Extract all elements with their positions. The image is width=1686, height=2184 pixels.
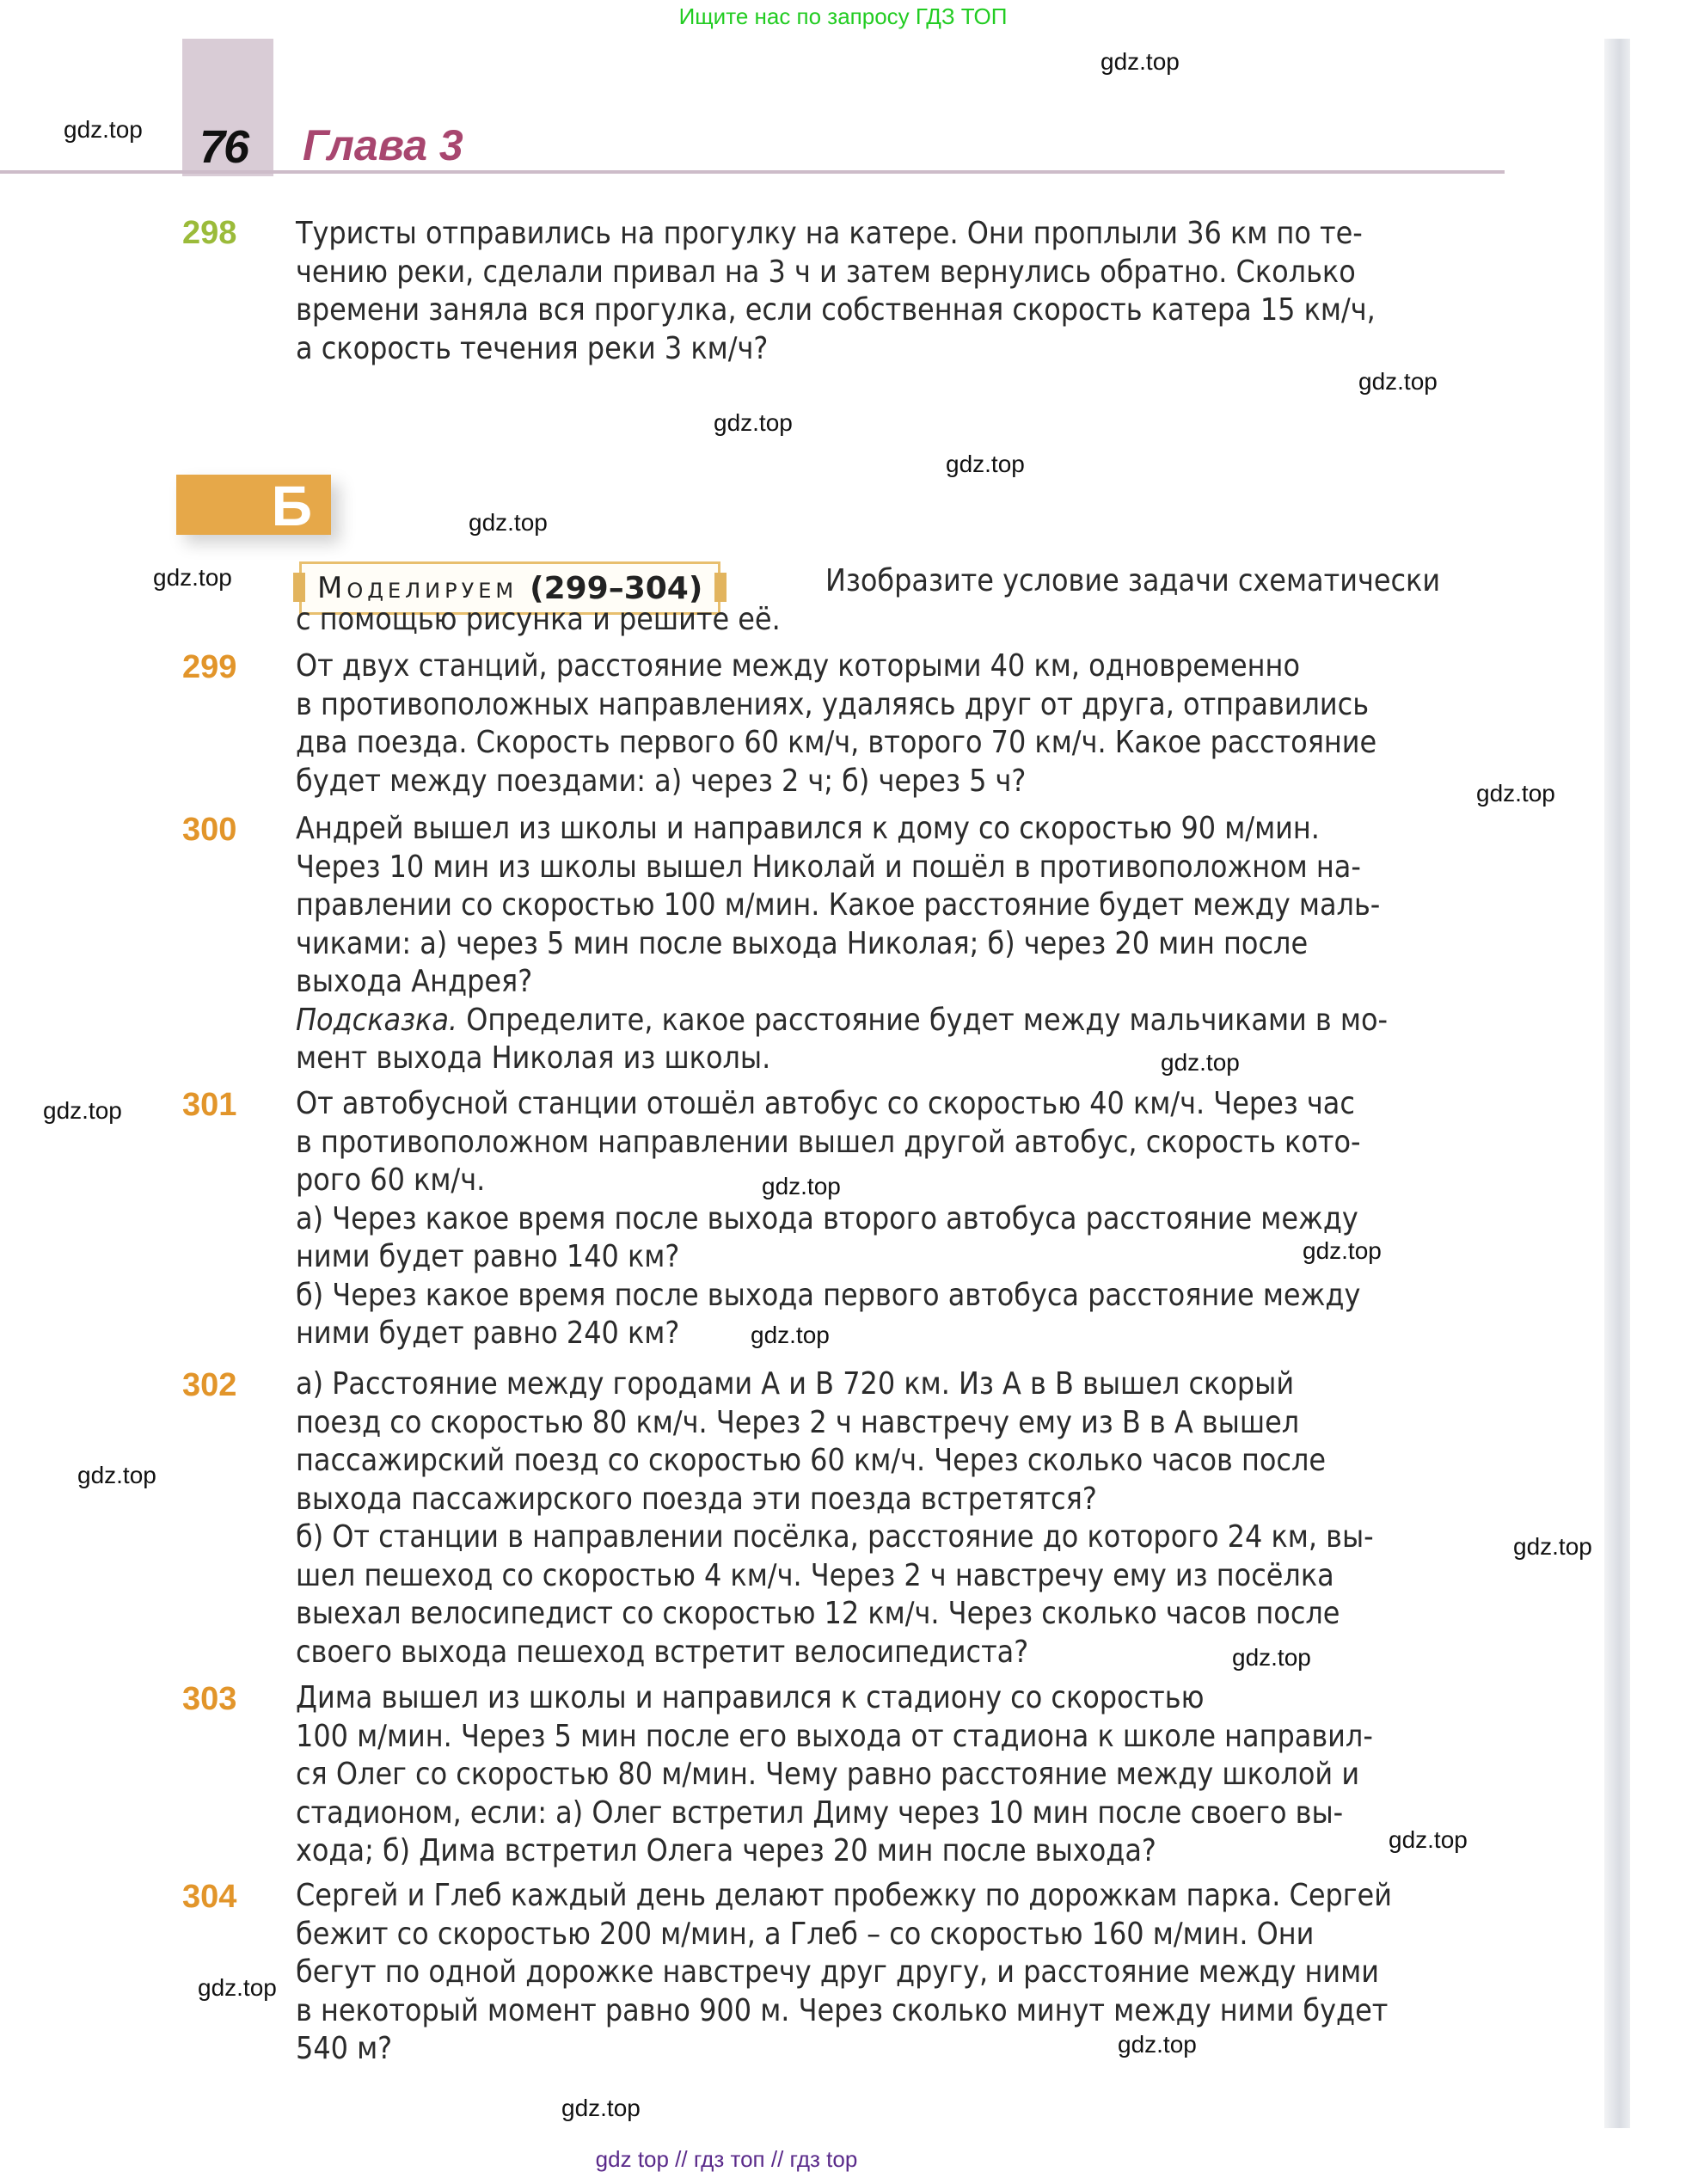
text-line: бежит со скоростью 200 м/мин, а Глеб – со скоростью 160 м/мин. Они — [296, 1916, 1315, 1952]
text-line: правлении со скоростью 100 м/мин. Какое расстояние будет между маль- — [296, 887, 1381, 923]
instruction-line: Изобразите условие задачи схематически — [825, 563, 1441, 598]
task-number-298: 298 — [182, 215, 237, 251]
watermark-text: gdz.top — [198, 1974, 277, 2001]
text-line: а) Через какое время после выхода второго автобуса расстояние между — [296, 1200, 1358, 1236]
watermark-text: gdz.top — [77, 1462, 156, 1488]
text-line: выехал велосипедист со скоростью 12 км/ч. Через сколько часов после — [296, 1596, 1340, 1631]
text-line: Через 10 мин из школы вышел Николай и пошёл в противоположном на- — [296, 849, 1361, 885]
text-line: выхода пассажирского поезда эти поезда встретятся? — [296, 1481, 1097, 1517]
text-line: Туристы отправились на прогулку на катере. Они проплыли 36 км по те- — [296, 216, 1363, 251]
watermark-text: gdz.top — [1389, 1826, 1468, 1853]
text-line: б) Через какое время после выхода первого автобуса расстояние между — [296, 1277, 1361, 1313]
top-banner: Ищите нас по запросу ГДЗ ТОП — [678, 3, 1008, 29]
watermark-text: gdz.top — [1513, 1533, 1592, 1560]
watermark-text: gdz.top — [1303, 1237, 1382, 1264]
watermark-text: gdz.top — [153, 564, 232, 591]
text-line: в некоторый момент равно 900 м. Через сколько минут между ними будет — [296, 1992, 1389, 2028]
watermark-text: gdz.top — [561, 2095, 641, 2121]
watermark-text: gdz.top — [762, 1173, 841, 1199]
bottom-banner: gdz top // гдз топ // гдз top — [595, 2146, 858, 2172]
text-line: 540 м? — [296, 2031, 393, 2066]
watermark-text: gdz.top — [751, 1322, 830, 1348]
text-line: ними будет равно 240 км? — [296, 1316, 680, 1351]
section-badge-letter: Б — [271, 474, 312, 537]
text-line: шел пешеход со скоростью 4 км/ч. Через 2 ч навстречу ему из посёлка — [296, 1557, 1334, 1593]
hint-text: Определите, какое расстояние будет между мальчиками в мо- — [457, 1002, 1389, 1038]
text-line: в противоположных направлениях, удаляясь друг от друга, отправились — [296, 686, 1370, 722]
text-line: поезд со скоростью 80 км/ч. Через 2 ч навстречу ему из B в A вышел — [296, 1404, 1300, 1440]
text-line: а скорость течения реки 3 км/ч? — [296, 330, 769, 366]
text-line: б) От станции в направлении посёлка, расстояние до которого 24 км, вы- — [296, 1519, 1374, 1555]
book-spine-shadow — [1604, 39, 1630, 2128]
text-line: в противоположном направлении вышел другой автобус, скорость кото- — [296, 1124, 1361, 1160]
task-299-text — [296, 647, 1499, 801]
task-300-text — [296, 810, 1499, 1078]
watermark-text: gdz.top — [1476, 780, 1555, 807]
watermark-text: gdz.top — [1118, 2031, 1197, 2058]
task-number-300: 300 — [182, 812, 237, 848]
section-instruction-cont — [296, 601, 1499, 640]
hint-line — [296, 1002, 1499, 1040]
task-number-301: 301 — [182, 1087, 237, 1123]
task-number-304: 304 — [182, 1879, 237, 1915]
watermark-text: gdz.top — [469, 509, 548, 536]
text-line: своего выхода пешеход встретит велосипедиста? — [296, 1634, 1029, 1670]
text-line: выхода Андрея? — [296, 964, 533, 999]
text-line: Дима вышел из школы и направился к стадиону со скоростью — [296, 1680, 1205, 1715]
text-line: бегут по одной дорожке навстречу друг другу, и расстояние между ними — [296, 1954, 1379, 1990]
modeling-range: (299–304) — [530, 570, 703, 606]
task-301-text — [296, 1085, 1499, 1353]
text-line: два поезда. Скорость первого 60 км/ч, второго 70 км/ч. Какое расстояние — [296, 725, 1377, 760]
text-line: пассажирский поезд со скоростью 60 км/ч. Через сколько часов после — [296, 1443, 1327, 1478]
section-badge — [176, 475, 331, 535]
text-line: От автобусной станции отошёл автобус со скоростью 40 км/ч. Через час — [296, 1086, 1355, 1121]
watermark-text: gdz.top — [946, 451, 1025, 477]
text-line: рого 60 км/ч. — [296, 1163, 486, 1198]
text-line: хода; б) Дима встретил Олега через 20 мин после выхода? — [296, 1833, 1156, 1868]
task-number-303: 303 — [182, 1681, 237, 1717]
text-line: Сергей и Глеб каждый день делают пробежку по дорожкам парка. Сергей — [296, 1878, 1392, 1913]
text-line: стадионом, если: а) Олег встретил Диму через 10 мин после своего вы- — [296, 1794, 1344, 1831]
task-302-text — [296, 1365, 1499, 1672]
text-line: Андрей вышел из школы и направился к дому со скоростью 90 м/мин. — [296, 811, 1320, 846]
text-line: чиками: а) через 5 мин после выхода Николая; б) через 20 мин после — [296, 925, 1309, 961]
section-instruction — [825, 562, 1499, 601]
task-304-text — [296, 1877, 1499, 2069]
watermark-text: gdz.top — [1358, 368, 1438, 395]
watermark-text: gdz.top — [43, 1097, 122, 1124]
text-line: чению реки, сделали привал на 3 ч и затем вернулись обратно. Сколько — [296, 254, 1356, 290]
text-line: 100 м/мин. Через 5 мин после его выхода от стадиона к школе направил- — [296, 1718, 1373, 1754]
task-303-text — [296, 1679, 1499, 1871]
instruction-line: с помощью рисунка и решите её. — [296, 602, 781, 637]
watermark-text: gdz.top — [64, 116, 143, 143]
task-298-text — [296, 215, 1499, 368]
watermark-text: gdz.top — [714, 409, 793, 436]
page-number: 76 — [199, 121, 248, 173]
text-line: От двух станций, расстояние между которыми 40 км, одновременно — [296, 648, 1300, 684]
chapter-title: Глава 3 — [303, 121, 463, 169]
hint-line: мент выхода Николая из школы. — [296, 1040, 771, 1076]
text-line: а) Расстояние между городами A и B 720 км. Из A в B вышел скорый — [296, 1366, 1295, 1402]
watermark-text: gdz.top — [1100, 48, 1180, 75]
text-line: будет между поездами: а) через 2 ч; б) через 5 ч? — [296, 763, 1027, 799]
task-number-299: 299 — [182, 649, 237, 685]
text-line: ними будет равно 140 км? — [296, 1239, 680, 1274]
text-line: времени заняла вся прогулка, если собственная скорость катера 15 км/ч, — [296, 292, 1376, 328]
hint-label: Подсказка. — [296, 1002, 458, 1038]
watermark-text: gdz.top — [1232, 1644, 1311, 1671]
task-number-302: 302 — [182, 1367, 237, 1403]
text-line: ся Олег со скоростью 80 м/мин. Чему равно расстояние между школой и — [296, 1757, 1360, 1792]
watermark-text: gdz.top — [1161, 1049, 1240, 1076]
modeling-word: Моделируем — [317, 571, 518, 605]
